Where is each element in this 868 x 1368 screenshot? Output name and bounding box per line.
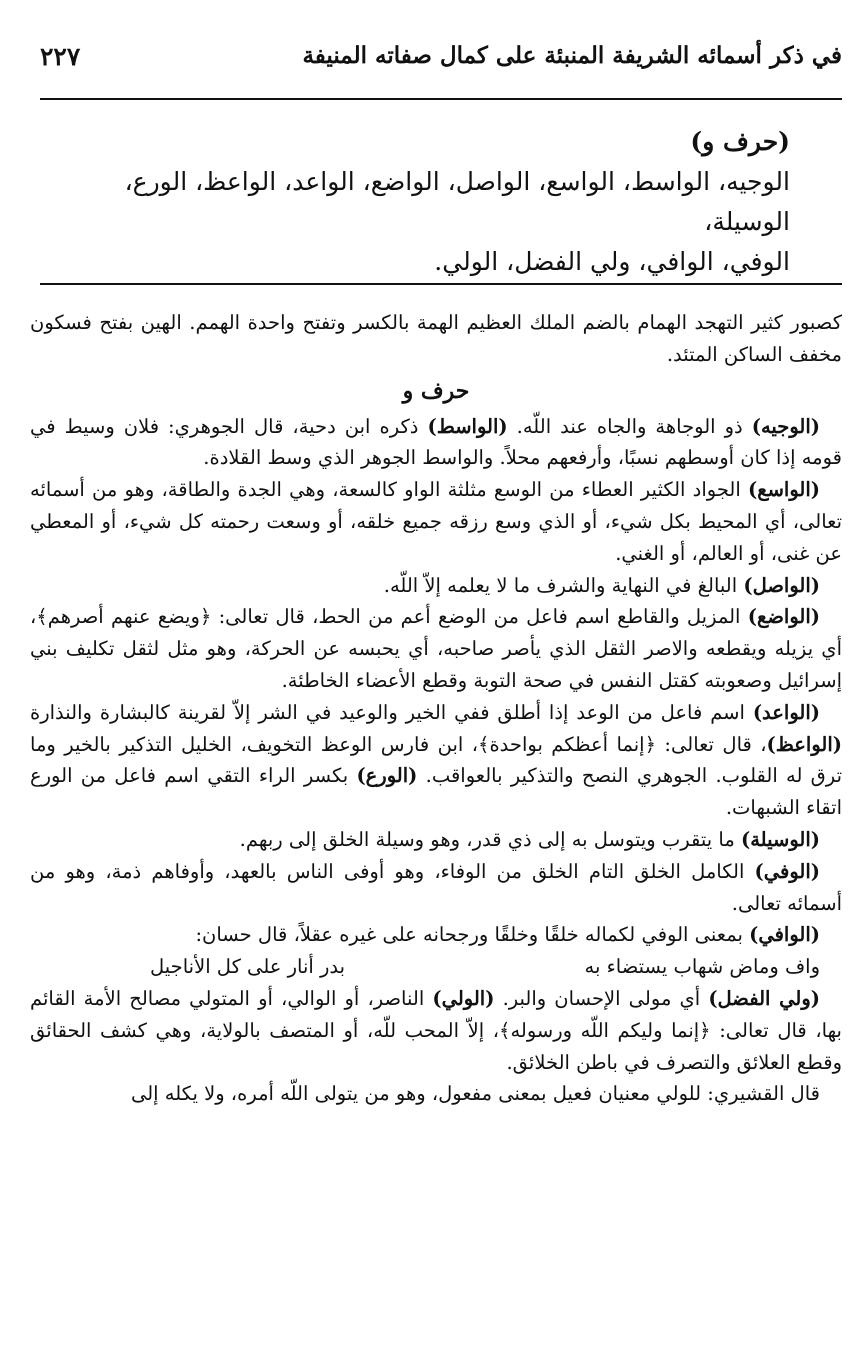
entry-paragraph bbox=[30, 824, 842, 856]
definition: ذو الوجاهة والجاه عند اللّه. bbox=[507, 414, 752, 438]
entry-paragraph bbox=[30, 570, 842, 602]
definition: بمعنى الوفي لكماله خلقًا وخلقًا ورجحانه على غيره عقلاً، قال حسان: bbox=[195, 923, 750, 947]
poem-line: الوفي، الوافي، ولي الفضل، الولي. bbox=[434, 247, 790, 276]
definition: أي مولى الإحسان والبر. bbox=[494, 986, 709, 1010]
definition: قال القشيري: للولي معنيان فعيل بمعنى مفعول، وهو من يتولى اللّه أمره، ولا يكله إلى bbox=[130, 1082, 820, 1106]
poem-line: الوجيه، الواسط، الواسع، الواصل، الواضع، الواعد، الواعظ، الورع، الوسيلة، bbox=[124, 167, 790, 236]
entry-paragraph bbox=[30, 411, 842, 475]
term: (الواسط) bbox=[427, 414, 508, 438]
entry-paragraph bbox=[30, 601, 842, 696]
term: (الولي) bbox=[432, 986, 495, 1010]
entry-paragraph bbox=[30, 983, 842, 1078]
definition: بكسر الراء التقي اسم فاعل من الورع اتقاء الشبهات. bbox=[30, 764, 842, 820]
poem-heading: (حرف و) bbox=[690, 127, 790, 156]
poem-rule bbox=[40, 283, 842, 285]
poetry-verse bbox=[30, 951, 842, 983]
entry-paragraph bbox=[30, 919, 842, 951]
definition: البالغ في النهاية والشرف ما لا يعلمه إلاّ اللّه. bbox=[383, 573, 744, 597]
section-heading: حرف و bbox=[402, 377, 470, 404]
entry-paragraph bbox=[30, 856, 842, 920]
term: (ولي الفضل) bbox=[708, 986, 820, 1010]
term: (الوجيه) bbox=[751, 414, 821, 438]
term: (الوافي) bbox=[749, 923, 820, 947]
term: (الواصل) bbox=[743, 573, 820, 597]
commentary bbox=[30, 307, 842, 1110]
term: (الواسع) bbox=[747, 478, 820, 502]
page-number: ٢٢٧ bbox=[40, 42, 81, 71]
definition: الجواد الكثير العطاء من الوسع مثلثة الواو كالسعة، وهي الجدة والطاقة، وهو من أسمائه تعالى، أي المحيط بكل شيء، أو الذي وسع رزقه جميع خلقه، أو وسعت رحمته كل شيء، أو المعطي عن غنى، أو العالم، أو الغني. bbox=[30, 478, 842, 565]
term: (الوفي) bbox=[754, 859, 820, 883]
definition: الكامل الخلق التام الخلق من الوفاء، وهو أوفى الناس بالعهد، وأوفاهم ذمة، وهو من أسمائه تعالى. bbox=[30, 859, 842, 915]
entry-paragraph bbox=[30, 697, 842, 824]
intro-paragraph: كصبور كثير التهجد الهمام بالضم الملك العظيم الهمة بالكسر وتفتح واحدة الهمم. الهين بفتح فسكون مخفف الساكن المتئد. bbox=[30, 311, 842, 366]
entry-paragraph bbox=[30, 1078, 842, 1110]
page-header bbox=[30, 42, 842, 82]
term: (الواعظ) bbox=[766, 732, 842, 756]
running-title: في ذكر أسمائه الشريفة المنبئة على كمال صفاته المنيفة bbox=[302, 42, 842, 69]
term: (الواعد) bbox=[752, 700, 820, 724]
entry-paragraph bbox=[30, 474, 842, 569]
term: (الواضع) bbox=[747, 605, 820, 629]
definition: ما يتقرب ويتوسل به إلى ذي قدر، وهو وسيلة الخلق إلى ربهم. bbox=[239, 827, 741, 851]
definition: الناصر، أو الوالي، أو المتولي مصالح الأمة القائم بها، قال تعالى: ﴿إنما وليكم اللّه ورسوله﴾، إلاّ المحب للّه، أو المتصف بالولاية، وهي كشف الحقائق وقطع العلائق والتصرف في باطن الخلائق. bbox=[30, 986, 842, 1074]
definition: ذكره ابن دحية، قال الجوهري: فلان وسيط في قومه إذا كان أوسطهم نسبًا، وأرفعهم محلاً. والواسط الجوهر الذي وسط القلادة. bbox=[30, 414, 842, 470]
definition: اسم فاعل من الوعد إذا أطلق ففي الخير والوعيد في الشر إلاّ لقرينة كالبشارة والنذارة bbox=[30, 700, 753, 724]
verse-hemistich: واف وماض شهاب يستضاء به bbox=[584, 955, 820, 979]
term: (الورع) bbox=[356, 764, 418, 788]
header-rule bbox=[40, 98, 842, 100]
book-page bbox=[30, 0, 842, 1368]
verse-hemistich: بدر أنار على كل الأناجيل bbox=[150, 955, 346, 979]
poem-block bbox=[40, 122, 790, 282]
definition: ، قال تعالى: ﴿إنما أعظكم بواحدة﴾، ابن فارس الوعظ التخويف، الخليل التذكير بالخير وما ترق له القلوب. الجوهري النصح والتذكير بالعواقب. bbox=[30, 732, 842, 788]
definition: المزيل والقاطع اسم فاعل من الوضع أعم من الحط، قال تعالى: ﴿ويضع عنهم أصرهم﴾، أي يزيله ويقطعه والاصر الثقل الذي يأصر صاحبه، أي يحبسه عن الحركة، وهو مثل لثقل تكليف بني إسرائيل وصعوبته كقتل النفس في صحة التوبة وقطع الأعضاء الخاطئة. bbox=[30, 605, 842, 692]
term: (الوسيلة) bbox=[740, 827, 820, 851]
